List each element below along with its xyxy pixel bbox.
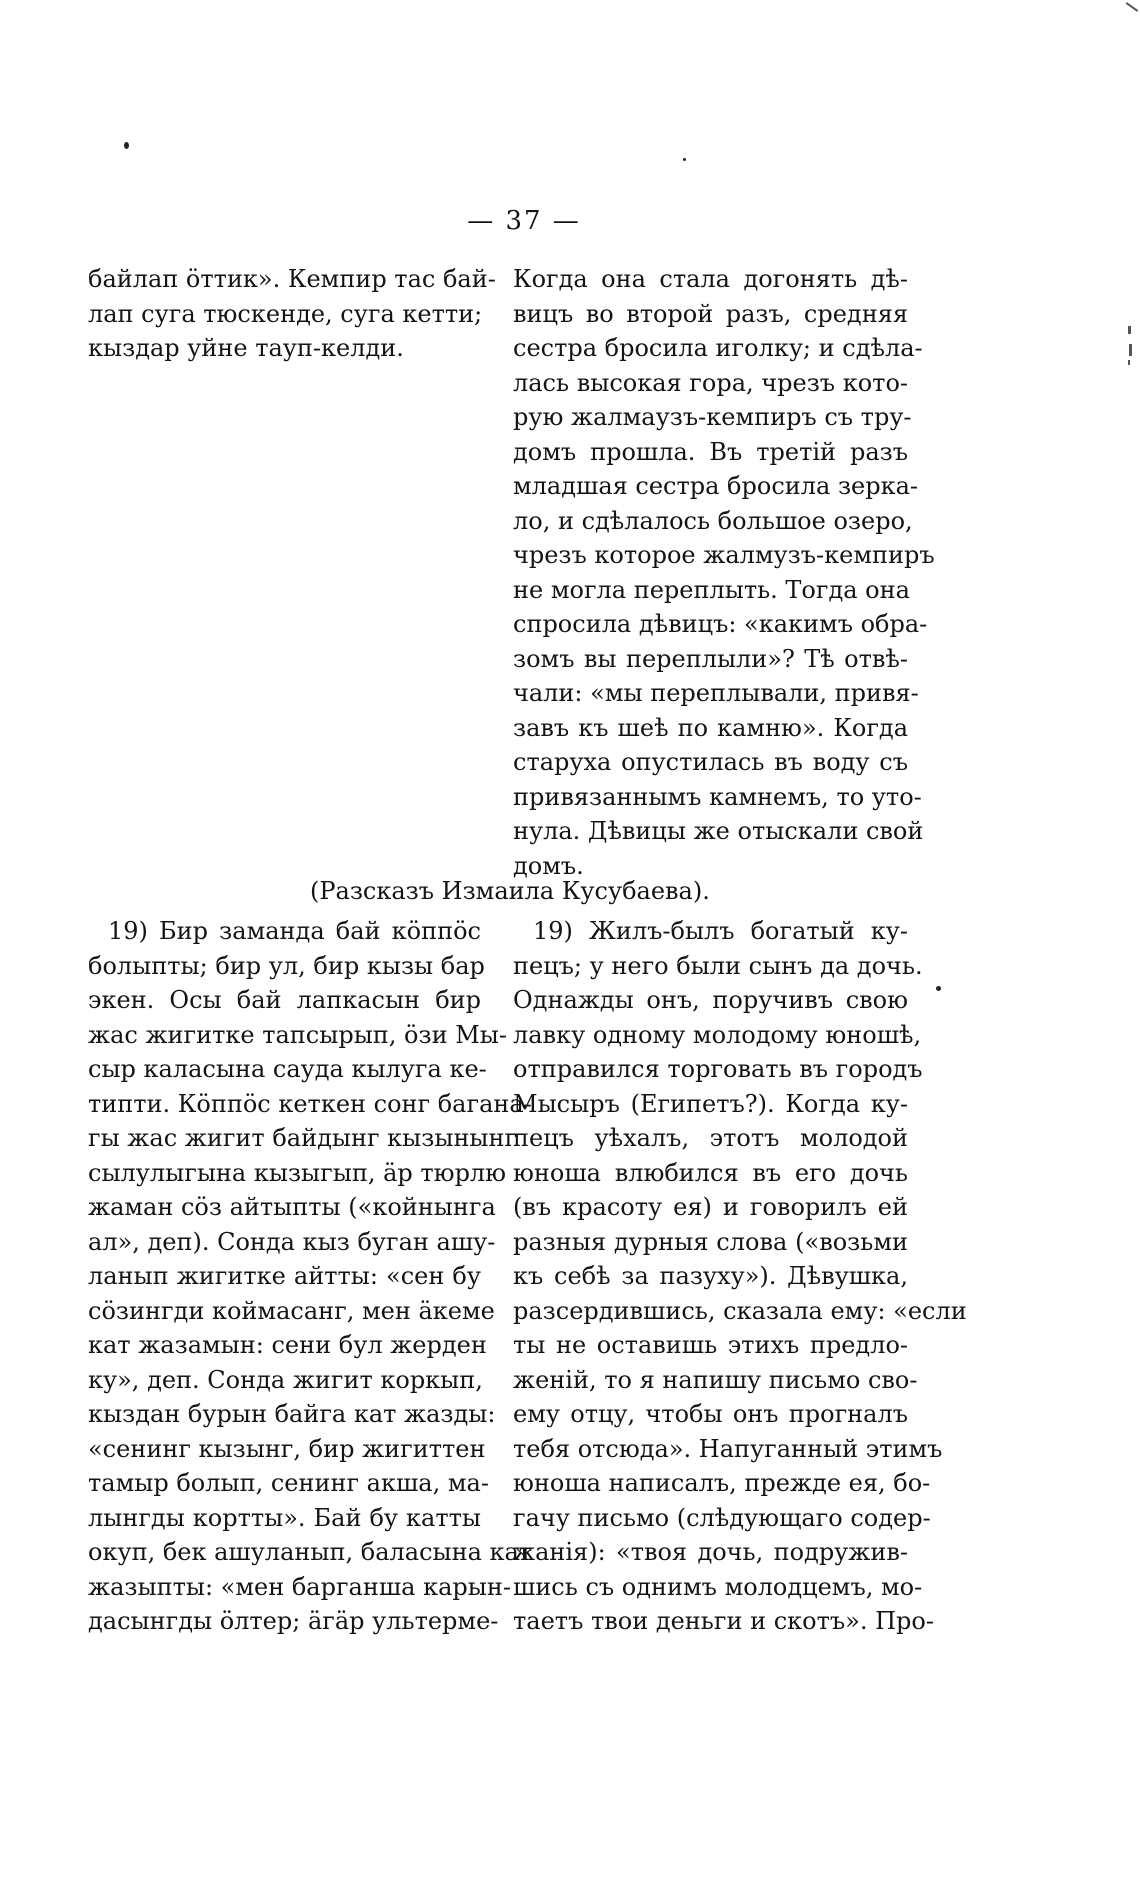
- text-line: (въ красоту ея) и говорилъ ей: [513, 1193, 908, 1221]
- text-line: типти. Кöппöс кеткен сонг багана-: [88, 1089, 532, 1118]
- scan-edge-mark: [1129, 344, 1132, 356]
- text-line: дасынгды öлтер; äгäр ультерме-: [88, 1607, 499, 1635]
- text-line: рую жалмаузъ-кемпиръ съ тру-: [513, 403, 912, 431]
- text-line: кыздан бурын байга кат жазды:: [88, 1400, 496, 1428]
- text-line: сыр каласына сауда кылуга ке-: [88, 1055, 487, 1083]
- text-line: сылулыгына кызыгып, äр тюрлю: [88, 1158, 507, 1187]
- scan-edge-mark: [1128, 360, 1130, 365]
- text-line: юноша написалъ, прежде ея, бо-: [513, 1469, 931, 1497]
- text-line: кыздар уйне тауп-келди.: [88, 334, 404, 362]
- text-line: жазыпты: «мен барганша карын-: [88, 1572, 511, 1601]
- text-line: лась высокая гора, чрезъ кото-: [513, 368, 908, 397]
- text-line: чрезъ которое жалмузъ-кемпиръ: [513, 541, 935, 569]
- text-line: тебя отсюда». Напуганный этимъ: [513, 1434, 943, 1463]
- text-line: вицъ во второй разъ, средняя: [513, 299, 908, 328]
- bottom-left-column: [88, 914, 533, 1639]
- page-number: — 37 —: [467, 206, 581, 236]
- ink-speck: [683, 158, 686, 161]
- text-line: Мысыръ (Египетъ?). Когда ку-: [513, 1089, 908, 1118]
- text-line: шись съ однимъ молодцемъ, мо-: [513, 1572, 923, 1601]
- text-line: разныя дурныя слова («возьми: [513, 1227, 908, 1256]
- text-line: ку», деп. Сонда жигит коркып,: [88, 1365, 483, 1394]
- text-line: нула. Дѣвицы же отыскали свой: [513, 817, 924, 845]
- text-line: сöзингди коймасанг, мен äкеме: [88, 1296, 495, 1325]
- text-line: гы жас жигит байдынг кызынынг: [88, 1124, 518, 1152]
- text-line: юноша влюбился въ его дочь: [513, 1158, 908, 1187]
- text-line: завъ къ шеѣ по камню». Когда: [513, 713, 908, 742]
- text-line: спросила дѣвицъ: «какимъ обра-: [513, 610, 928, 638]
- ink-speck: [936, 986, 941, 991]
- text-line: домъ.: [513, 851, 584, 880]
- text-line: кат жазамын: сени бул жерден: [88, 1331, 487, 1359]
- text-line: пецъ уѣхалъ, этотъ молодой: [513, 1124, 908, 1152]
- text-line: лынгды кортты». Бай бу катты: [88, 1503, 481, 1532]
- bottom-right-column: [513, 914, 967, 1639]
- text-line: 19) Жилъ-былъ богатый ку-: [533, 917, 908, 945]
- text-line: Когда она стала догонять дѣ-: [513, 265, 908, 293]
- text-line: окуп, бек ашуланып, баласына кат: [88, 1538, 533, 1566]
- text-line: ланып жигитке айтты: «сен бу: [88, 1262, 481, 1290]
- text-line: чали: «мы переплывали, привя-: [513, 679, 919, 707]
- text-line: «сенинг кызынг, бир жигиттен: [88, 1434, 486, 1463]
- text-line: гачу письмо (слѣдующаго содер-: [513, 1503, 931, 1532]
- scan-edge-mark: [1126, 2, 1139, 12]
- text-line: женій, то я напишу письмо сво-: [513, 1365, 918, 1394]
- text-line: ло, и сдѣлалось большое озеро,: [513, 506, 913, 535]
- text-line: лап суга тюскенде, суга кетти;: [88, 299, 483, 328]
- text-line: зомъ вы переплыли»? Тѣ отвѣ-: [513, 644, 908, 673]
- text-line: 19) Бир заманда бай кöппöс: [108, 917, 481, 945]
- text-line: болыпты; бир ул, бир кызы бар: [88, 951, 485, 980]
- text-line: Однажды онъ, поручивъ свою: [513, 986, 908, 1014]
- text-line: жаман сöз айтыпты («койнынга: [88, 1193, 496, 1221]
- text-line: жас жигитке тапсырып, öзи Мы-: [88, 1020, 508, 1049]
- text-line: отправился торговать въ городъ: [513, 1055, 923, 1083]
- text-line: къ себѣ за пазуху»). Дѣвушка,: [513, 1262, 908, 1290]
- text-line: привязаннымъ камнемъ, то уто-: [513, 782, 922, 811]
- text-line: старуха опустилась въ воду съ: [513, 748, 908, 776]
- text-line: не могла переплыть. Тогда она: [513, 575, 910, 604]
- text-line: тамыр болып, сенинг акша, ма-: [88, 1469, 489, 1497]
- scan-edge-mark: [1128, 326, 1131, 334]
- text-line: экен. Осы бай лапкасын бир: [88, 986, 481, 1014]
- text-line: ему отцу, чтобы онъ прогналъ: [513, 1400, 908, 1428]
- text-line: пецъ; у него были сынъ да дочь.: [513, 951, 923, 980]
- text-line: жанія): «твоя дочь, подружив-: [513, 1538, 908, 1566]
- text-line: домъ прошла. Въ третій разъ: [513, 437, 908, 466]
- story-attribution: (Разсказъ Измаила Кусубаева).: [310, 877, 710, 905]
- text-line: лавку одному молодому юношѣ,: [513, 1020, 922, 1049]
- ink-speck: [124, 142, 129, 149]
- text-line: байлап öттик». Кемпир тас бай-: [88, 265, 496, 293]
- top-left-column: [88, 262, 496, 366]
- text-line: младшая сестра бросила зерка-: [513, 472, 919, 500]
- text-line: ты не оставишь этихъ предло-: [513, 1331, 908, 1359]
- text-line: ал», деп). Сонда кыз буган ашу-: [88, 1227, 496, 1256]
- text-line: таетъ твои деньги и скотъ». Про-: [513, 1607, 934, 1635]
- text-line: сестра бросила иголку; и сдѣла-: [513, 334, 923, 362]
- text-line: разсердившись, сказала ему: «если: [513, 1296, 967, 1325]
- top-right-column: [513, 262, 935, 883]
